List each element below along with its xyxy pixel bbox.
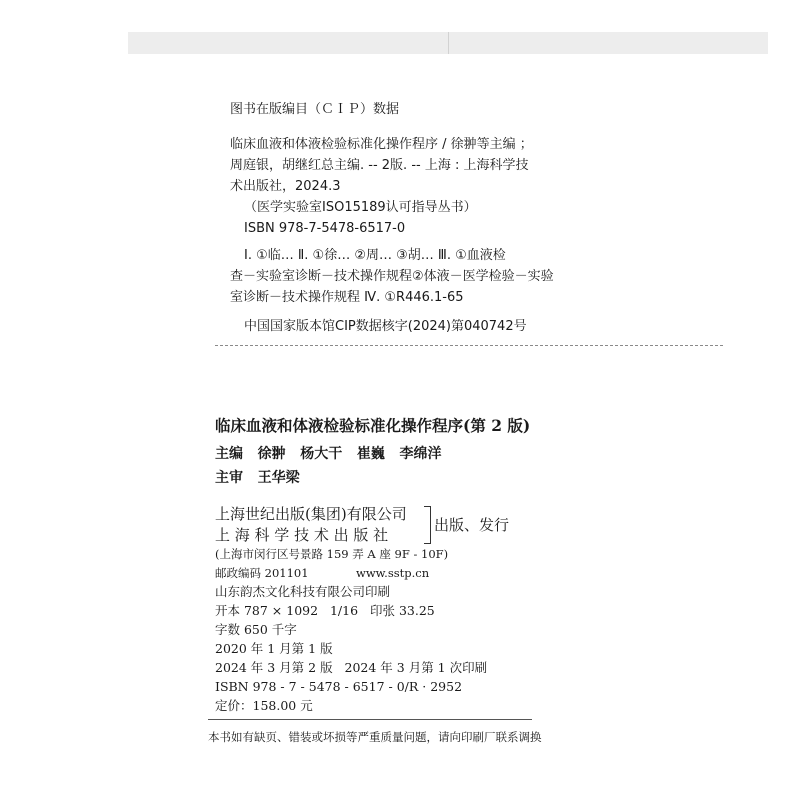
cip-subject-line: 查－实验室诊断－技术操作规程②体液－医学检验－实验 bbox=[230, 269, 554, 284]
postcode: 邮政编码 201101 bbox=[215, 566, 309, 580]
footer-rule bbox=[208, 719, 532, 720]
reviewer-line: 主审 王华梁 bbox=[215, 470, 300, 486]
website-link: www.sstp.cn bbox=[356, 566, 430, 580]
word-count: 字数 650 千字 bbox=[215, 622, 297, 637]
printer-line: 山东韵杰文化科技有限公司印刷 bbox=[215, 584, 391, 599]
footer-notice: 本书如有缺页、错装或坏损等严重质量问题，请向印刷厂联系调换 bbox=[208, 730, 542, 744]
publisher-address: (上海市闵行区号景路 159 弄 A 座 9F - 10F) bbox=[215, 547, 449, 561]
book-title: 临床血液和体液检验标准化操作程序(第 2 版) bbox=[215, 416, 531, 435]
dashed-divider bbox=[215, 345, 723, 346]
band-divider bbox=[448, 32, 449, 54]
first-edition: 2020 年 1 月第 1 版 bbox=[215, 641, 333, 656]
cip-subject-line: 室诊断－技术操作规程 Ⅳ. ①R446.1-65 bbox=[230, 290, 464, 305]
isbn-line: ISBN 978 - 7 - 5478 - 6517 - 0/R · 2952 bbox=[215, 679, 463, 694]
cip-catalog-number: 中国国家版本馆CIP数据核字(2024)第040742号 bbox=[244, 319, 527, 334]
cip-record-line: 临床血液和体液检验标准化操作程序 / 徐翀等主编 ； bbox=[230, 137, 533, 152]
price-line: 定价：158.00 元 bbox=[215, 698, 313, 713]
cip-record-line: 术出版社，2024.3 bbox=[230, 179, 341, 194]
cip-record-line: 周庭银，胡继红总主编. -- 2版. -- 上海 : 上海科学技 bbox=[230, 158, 529, 173]
publisher-role: 出版、发行 bbox=[434, 516, 510, 534]
publisher-house: 上 海 科 学 技 术 出 版 社 bbox=[215, 526, 389, 544]
top-gray-band bbox=[128, 32, 768, 54]
format-line: 开本 787 × 1092 1/16 印张 33.25 bbox=[215, 603, 435, 618]
printing-line: 2024 年 3 月第 2 版 2024 年 3 月第 1 次印刷 bbox=[215, 660, 488, 675]
publisher-brace bbox=[424, 506, 431, 544]
publisher-group: 上海世纪出版(集团)有限公司 bbox=[215, 505, 407, 523]
cip-isbn-line: ISBN 978-7-5478-6517-0 bbox=[244, 221, 406, 236]
cip-series-line: （医学实验室ISO15189认可指导丛书） bbox=[244, 200, 477, 215]
cip-subject-line: Ⅰ. ①临… Ⅱ. ①徐… ②周… ③胡… Ⅲ. ①血液检 bbox=[244, 248, 506, 263]
editors-line: 主编 徐翀 杨大干 崔巍 李绵洋 bbox=[215, 446, 442, 462]
cip-heading: 图书在版编目（ＣＩＰ）数据 bbox=[230, 102, 400, 117]
